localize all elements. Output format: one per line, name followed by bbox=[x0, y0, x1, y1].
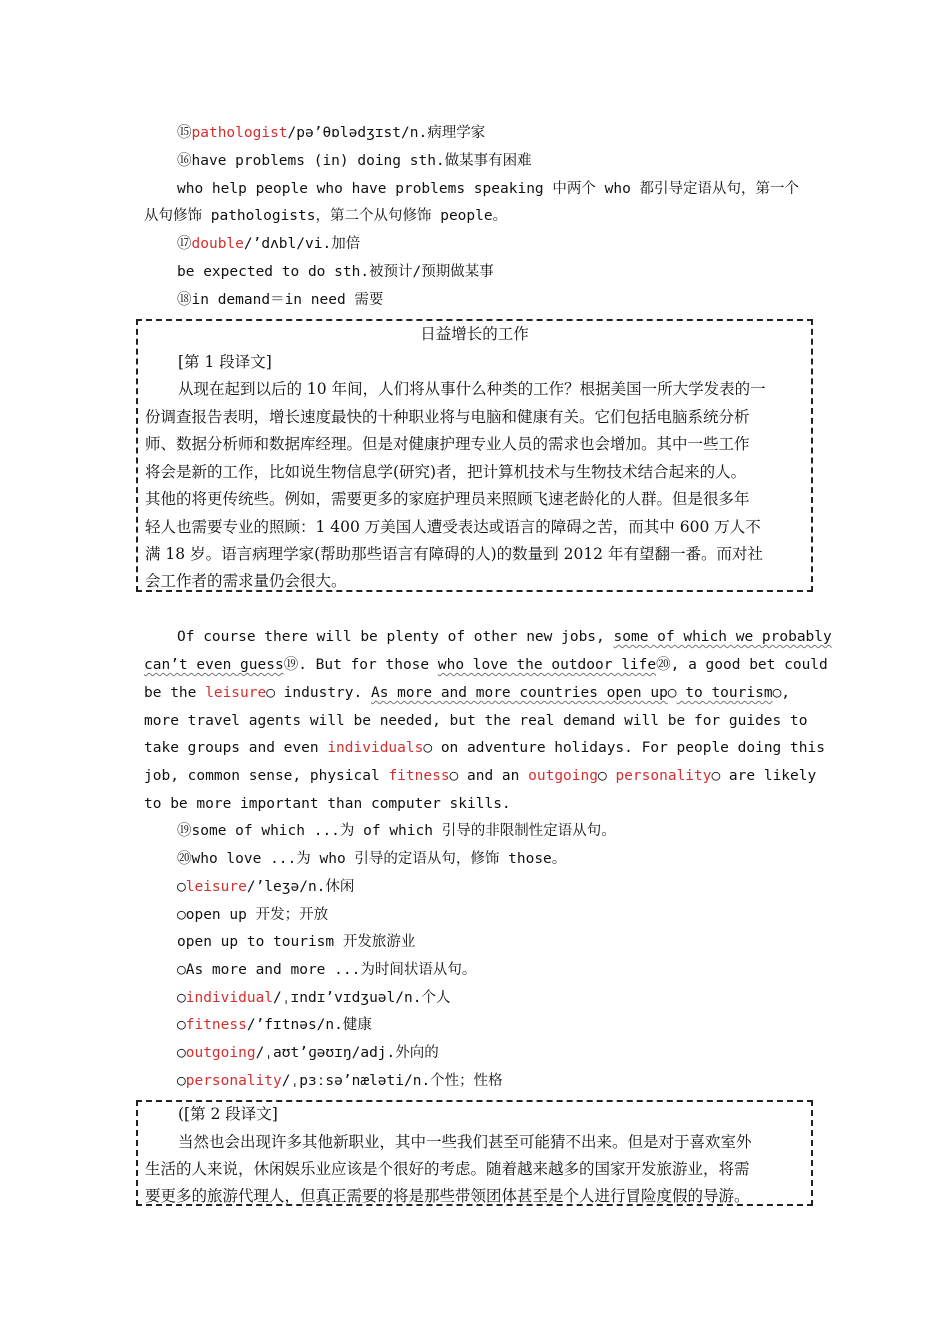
translation-line: 要更多的旅游代理人，但真正需要的将是那些带领团体甚至是个人进行冒险度假的导游。 bbox=[145, 1187, 750, 1205]
translation-box-1 bbox=[136, 319, 813, 592]
note-marker: ○ bbox=[667, 685, 677, 701]
text-run: job, common sense, physical bbox=[144, 768, 389, 784]
note-pathologist bbox=[177, 122, 485, 144]
translation-box-2 bbox=[136, 1100, 813, 1206]
vocab-definition: /ˌpɜːsə’næləti/n.个性；性格 bbox=[281, 1073, 503, 1089]
text-run: on adventure holidays. For people doing this bbox=[432, 740, 825, 756]
underlined-phrase: to tourism bbox=[676, 685, 773, 701]
vocab-definition: /ˌaʊt’ɡəʊɪŋ/adj.外向的 bbox=[255, 1045, 439, 1061]
vocab-definition: /’fɪtnəs/n.健康 bbox=[246, 1017, 372, 1033]
text-run: and an bbox=[458, 768, 529, 784]
vocab-word: individuals bbox=[327, 740, 424, 756]
note-outgoing bbox=[177, 1042, 439, 1064]
note-open-up-to-tourism: open up to tourism 开发旅游业 bbox=[177, 934, 416, 950]
note-as-more: ○As more and more ...为时间状语从句。 bbox=[177, 962, 477, 978]
translation-line: 将会是新的工作，比如说生物信息学(研究)者，把计算机技术与生物技术结合起来的人。 bbox=[145, 463, 747, 481]
note-number: ⑰ bbox=[177, 236, 192, 252]
paragraph2-line-6 bbox=[144, 765, 816, 787]
text-run: , a good bet could bbox=[670, 657, 828, 673]
paragraph2-line-3 bbox=[144, 682, 790, 704]
translation-line: 师、数据分析师和数据库经理。但是对健康护理专业人员的需求也会增加。其中一些工作 bbox=[145, 435, 750, 453]
note-text: have problems (in) doing sth.做某事有困难 bbox=[191, 153, 532, 169]
text-run: be the bbox=[144, 685, 206, 701]
note-have-problems bbox=[177, 150, 532, 172]
underlined-phrase: some of which we probably bbox=[613, 629, 832, 645]
text-run: take groups and even bbox=[144, 740, 328, 756]
vocab-term: pathologist bbox=[191, 125, 288, 141]
vocab-definition: /’leʒə/n.休闲 bbox=[246, 879, 355, 895]
note-number: ⑯ bbox=[177, 153, 192, 169]
translation-line: 满 18 岁。语言病理学家(帮助那些语言有障碍的人)的数量到 2012 年有望翻一番。而对社 bbox=[145, 545, 763, 563]
vocab-definition: /pə’θɒlədʒɪst/n.病理学家 bbox=[287, 125, 486, 141]
vocab-term: individual bbox=[185, 990, 274, 1006]
note-marker: ○ bbox=[266, 685, 275, 701]
vocab-word: personality bbox=[615, 768, 712, 784]
note-who-clause-2: 从句修饰 pathologists，第二个从句修饰 people。 bbox=[144, 208, 508, 224]
text-run: Of course there will be plenty of other new jobs, bbox=[177, 629, 614, 645]
note-marker: ○ bbox=[711, 768, 721, 784]
note-double bbox=[177, 233, 360, 255]
paragraph2-line-1 bbox=[177, 626, 832, 648]
note-marker: ○ bbox=[423, 740, 433, 756]
vocab-word: fitness bbox=[388, 768, 450, 784]
translation-line: 从现在起到以后的 10 年间，人们将从事什么种类的工作？根据美国一所大学发表的一 bbox=[178, 380, 766, 398]
note-who-clause-1: who help people who have problems speaking 中两个 who 都引导定语从句，第一个 bbox=[177, 181, 800, 197]
paragraph2-line-5 bbox=[144, 737, 825, 759]
note-number: ○ bbox=[177, 990, 186, 1006]
translation-line: 生活的人来说，休闲娱乐业应该是个很好的考虑。随着越来越多的国家开发旅游业，将需 bbox=[145, 1160, 750, 1178]
note-text: in demand＝in need 需要 bbox=[191, 292, 384, 308]
note-number: ○ bbox=[177, 1073, 186, 1089]
vocab-term: leisure bbox=[185, 879, 247, 895]
note-be-expected: be expected to do sth.被预计/预期做某事 bbox=[177, 264, 494, 280]
translation-line: 当然也会出现许多其他新职业，其中一些我们甚至可能猜不出来。但是对于喜欢室外 bbox=[178, 1133, 752, 1151]
vocab-word: leisure bbox=[205, 685, 267, 701]
text-run: are likely bbox=[720, 768, 817, 784]
note-number: ○ bbox=[177, 879, 186, 895]
note-number: ○ bbox=[177, 1017, 186, 1033]
note-marker: ○ bbox=[449, 768, 459, 784]
underlined-phrase: can’t even guess bbox=[144, 657, 284, 673]
underlined-phrase: As more and more countries open up bbox=[370, 685, 668, 701]
note-some-of-which: ⑲some of which ...为 of which 引导的非限制性定语从句。 bbox=[177, 823, 616, 839]
vocab-term: outgoing bbox=[185, 1045, 256, 1061]
note-individual bbox=[177, 987, 450, 1009]
note-number: ○ bbox=[177, 1045, 186, 1061]
paragraph2-line-7: to be more important than computer skills. bbox=[144, 796, 511, 812]
vocab-term: fitness bbox=[185, 1017, 247, 1033]
translation-line: 轻人也需要专业的照顾：1 400 万美国人遭受表达或语言的障碍之苦，而其中 600 万人不 bbox=[145, 518, 761, 536]
translation-line: 其他的将更传统些。例如，需要更多的家庭护理员来照顾飞速老龄化的人群。但是很多年 bbox=[145, 490, 750, 508]
note-who-love: ⑳who love ...为 who 引导的定语从句，修饰 those。 bbox=[177, 851, 567, 867]
note-marker: ⑲ bbox=[283, 657, 299, 673]
translation-heading: ([第 2 段译文] bbox=[178, 1105, 278, 1123]
note-marker: ○ bbox=[597, 768, 607, 784]
paragraph2-line-4: more travel agents will be needed, but the real demand will be for guides to bbox=[144, 713, 808, 729]
vocab-definition: /ˌɪndɪ’vɪdʒuəl/n.个人 bbox=[273, 990, 451, 1006]
note-open-up: ○open up 开发；开放 bbox=[177, 907, 329, 923]
note-number: ⑱ bbox=[177, 292, 192, 308]
note-marker: ⑳ bbox=[656, 657, 671, 673]
translation-title: 日益增长的工作 bbox=[420, 325, 529, 343]
note-personality bbox=[177, 1070, 503, 1092]
note-fitness bbox=[177, 1014, 372, 1036]
translation-line: 会工作者的需求量仍会很大。 bbox=[145, 572, 347, 590]
text-run: industry. bbox=[274, 685, 371, 701]
text-run: , bbox=[781, 685, 791, 701]
note-leisure bbox=[177, 876, 354, 898]
note-marker: ○ bbox=[772, 685, 782, 701]
vocab-definition: /’dʌbl/vi.加倍 bbox=[243, 236, 361, 252]
vocab-term: personality bbox=[185, 1073, 282, 1089]
note-in-demand bbox=[177, 289, 383, 311]
vocab-term: double bbox=[191, 236, 244, 252]
translation-line: 份调查报告表明，增长速度最快的十种职业将与电脑和健康有关。它们包括电脑系统分析 bbox=[145, 408, 750, 426]
vocab-word: outgoing bbox=[528, 768, 598, 784]
note-number: ⑮ bbox=[177, 125, 192, 141]
paragraph2-line-2 bbox=[144, 654, 828, 676]
translation-heading: [第 1 段译文] bbox=[178, 353, 272, 371]
underlined-phrase: who love the outdoor life bbox=[437, 657, 657, 673]
text-run: . But for those bbox=[298, 657, 438, 673]
